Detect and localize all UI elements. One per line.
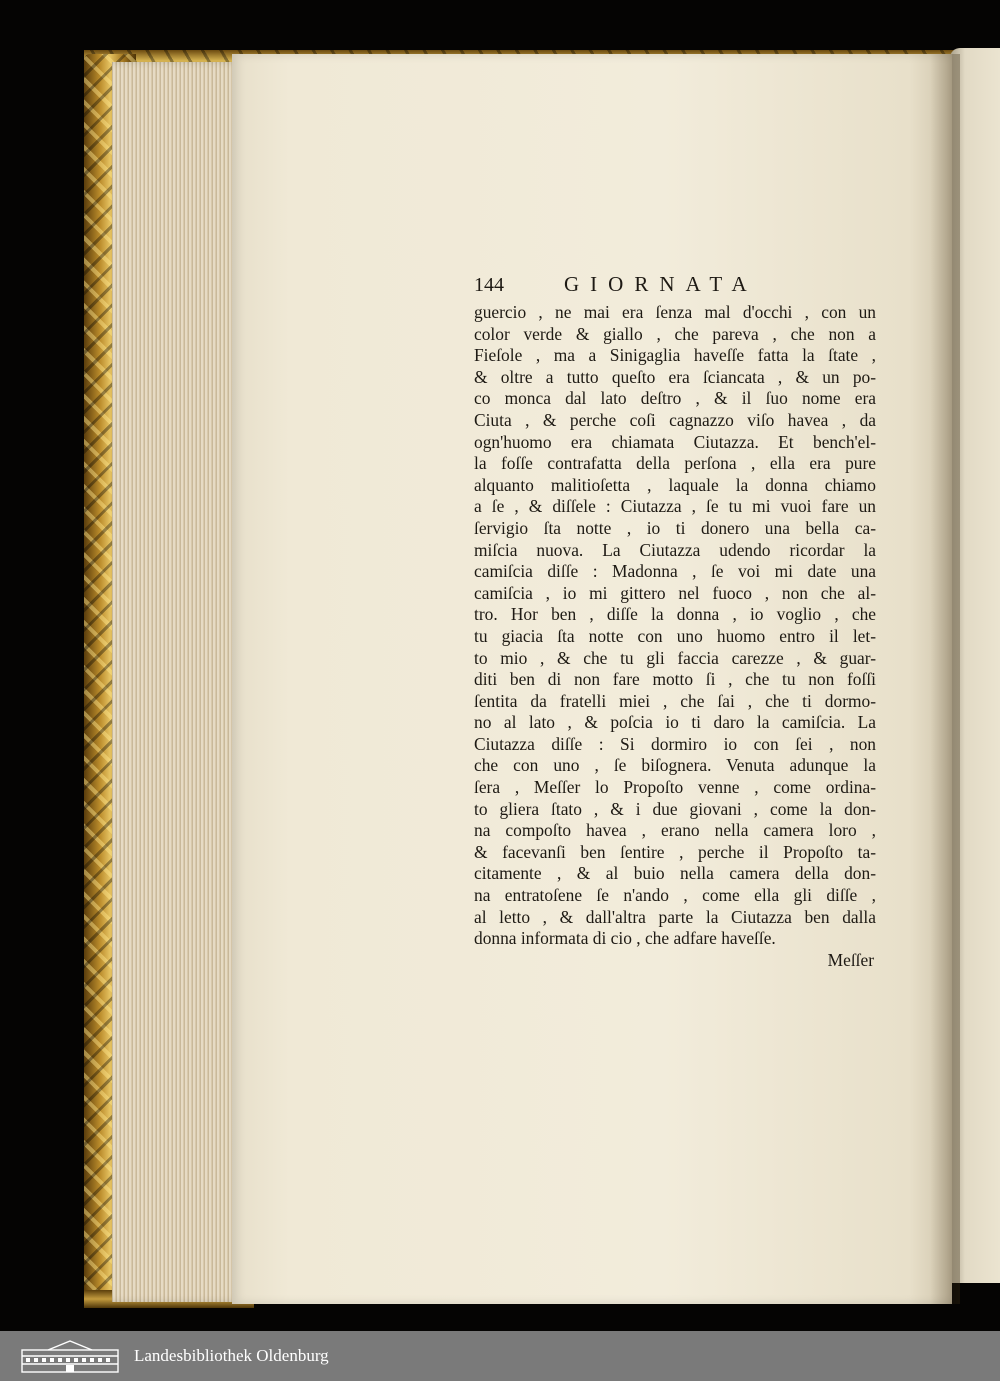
text-line: che con uno , ſe biſognera. Venuta adunque la xyxy=(474,755,876,776)
text-line: diti ben di non fare motto ſi , che tu non foſſi xyxy=(474,669,876,690)
footer-bar xyxy=(0,1331,1000,1381)
text-line: la foſſe contrafatta della perſona , ella era pure xyxy=(474,453,876,474)
institution-name: Landesbibliothek Oldenburg xyxy=(134,1346,329,1365)
gutter-shadow xyxy=(930,54,960,1304)
text-line: ſera , Meſſer lo Propoſto venne , come ordina- xyxy=(474,777,876,798)
text-line: Ciuta , & perche coſi cagnazzo viſo havea , da xyxy=(474,409,876,430)
running-head-title: GIORNATA xyxy=(564,272,758,296)
library-building-logo-icon xyxy=(18,1338,122,1374)
text-line: guercio , ne mai era ſenza mal d'occhi , con un xyxy=(474,302,876,322)
text-line: camiſcia diſſe : Madonna , ſe voi mi date una xyxy=(474,561,876,582)
text-line: to mio , & che tu gli faccia carezze , & guar- xyxy=(474,647,876,668)
page-text-block xyxy=(474,268,876,971)
text-line: & oltre a tutto queſto era ſciancata , & un po- xyxy=(474,366,876,387)
text-line: & facevanſi ben ſentire , perche il Propoſto ta- xyxy=(474,841,876,862)
text-lines xyxy=(474,302,876,950)
text-line: no al lato , & poſcia io ti daro la camiſcia. La xyxy=(474,712,876,733)
text-line: miſcia nuova. La Ciutazza udendo ricordar la xyxy=(474,539,876,560)
text-line: co monca dal lato deſtro , & il ſuo nome era xyxy=(474,388,876,409)
text-line: camiſcia , io mi gittero nel fuoco , non che al- xyxy=(474,582,876,603)
text-line: Ciutazza diſſe : Si dormiro io con ſei , non xyxy=(474,733,876,754)
catchword: Meſſer xyxy=(827,949,874,970)
text-line: na compoſto havea , erano nella camera loro , xyxy=(474,820,876,841)
text-line: al letto , & dall'altra parte la Ciutazza ben dalla xyxy=(474,906,876,927)
page-edges-stack xyxy=(112,62,242,1302)
text-line: Fieſole , ma a Sinigaglia haveſſe fatta la ſtate , xyxy=(474,345,876,366)
text-line: tro. Hor ben , diſſe la donna , io voglio , che xyxy=(474,604,876,625)
text-line: ſervigio ſta notte , io ti donero una bella ca- xyxy=(474,517,876,538)
text-line: to gliera ſtato , & i due giovani , come la don- xyxy=(474,798,876,819)
text-line: ſentita da fratelli miei , che ſai , che ti dormo- xyxy=(474,690,876,711)
running-head xyxy=(474,268,876,302)
text-line: donna informata di cio , che adfare haveſſe. xyxy=(474,928,776,949)
text-line: tu giacia ſta notte con uno huomo entro il let- xyxy=(474,625,876,646)
text-line: ogn'huomo era chiamata Ciutazza. Et bench'el- xyxy=(474,431,876,452)
text-line: na entratoſene ſe n'ando , come ella gli diſſe , xyxy=(474,885,876,906)
text-line: alquanto malitioſetta , laquale la donna chiamo xyxy=(474,474,876,495)
text-line: citamente , & al buio nella camera della don- xyxy=(474,863,876,884)
text-line: a ſe , & diſſele : Ciutazza , ſe tu mi vuoi fare un xyxy=(474,496,876,517)
page-number: 144 xyxy=(474,274,504,296)
text-line: color verde & giallo , che pareva , che non a xyxy=(474,323,876,344)
